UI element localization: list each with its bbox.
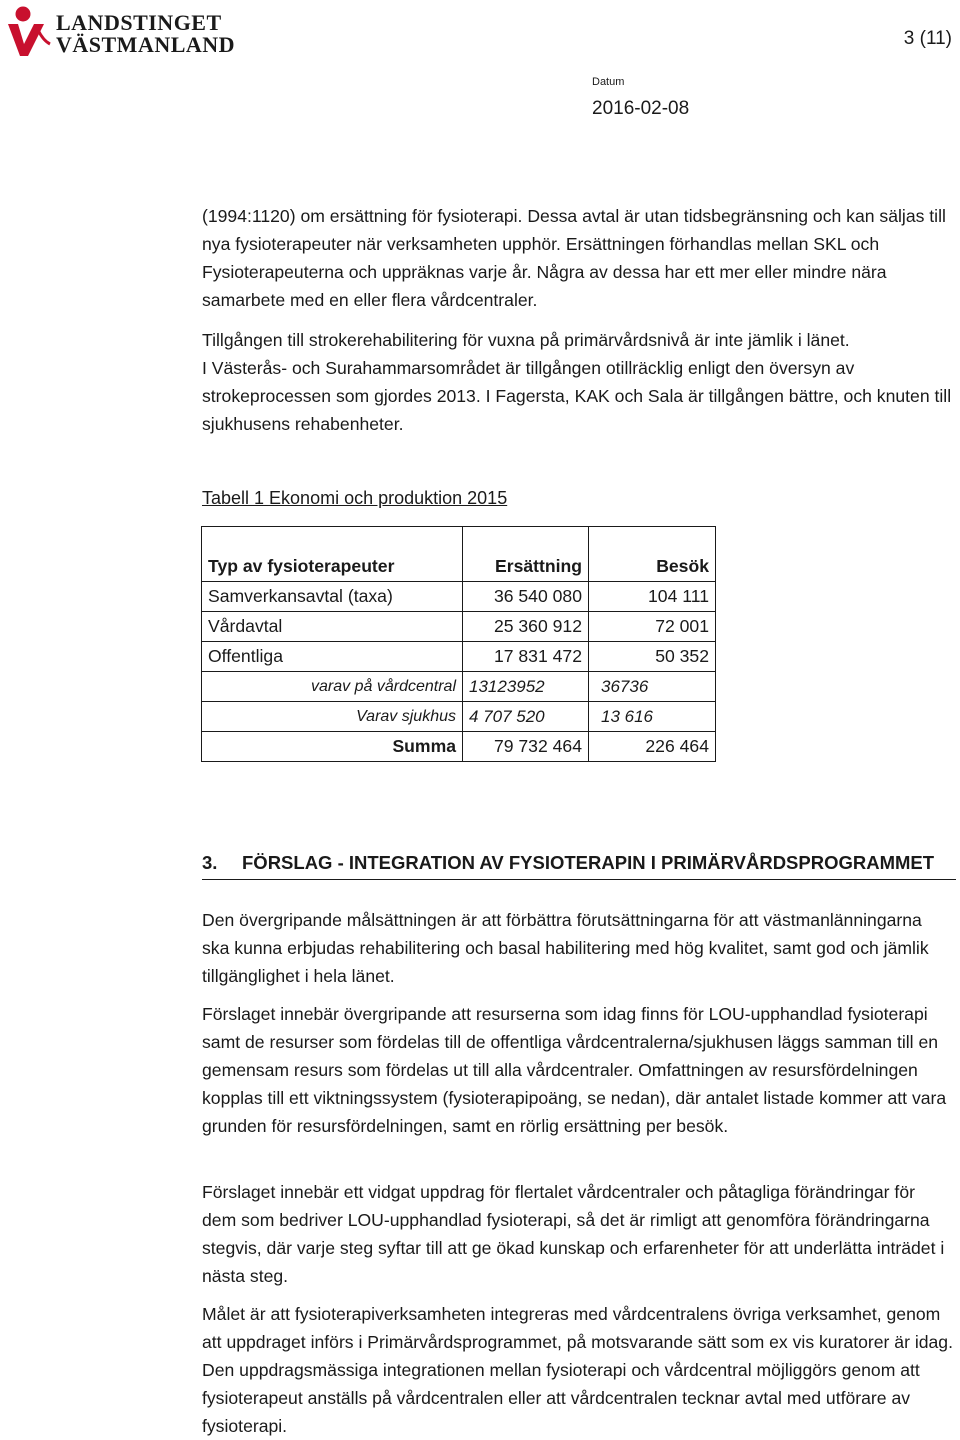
table-cell: 36 540 080: [463, 582, 589, 612]
table-cell: 13123952: [463, 672, 589, 702]
table-cell: 226 464: [589, 732, 716, 762]
logo-wordmark: LANDSTINGET VÄSTMANLAND: [56, 10, 236, 57]
table-row: [202, 672, 716, 702]
header-cell: Besök: [589, 527, 716, 582]
table-cell: 79 732 464: [463, 732, 589, 762]
page-number: 3 (11): [903, 28, 952, 49]
table-row: [202, 582, 716, 612]
table-row: [202, 642, 716, 672]
section-paragraph-2: Förslaget innebär övergripande att resurserna som idag finns för LOU-upphandlad fysioterapi samt de resurser som fördelas till de offentliga vårdcentralerna/sjukhusen läggs samman till en gemensam resurs som fördelas ut till alla vårdcentraler. Omfattningen av resursfördelningen kopplas till ett viktningssystem (fysioterapipoäng, se nedan), där antalet listade kommer att vara grunden för resursfördelningen, samt en rörlig ersättning per besök.: [202, 1004, 947, 1136]
header-cell: Typ av fysioterapeuter: [202, 527, 463, 582]
table-cell: 25 360 912: [463, 612, 589, 642]
table-header-row: [202, 527, 716, 582]
date-label: Datum: [592, 76, 625, 88]
table-cell: Samverkansavtal (taxa): [202, 582, 463, 612]
section-paragraph-1: Den övergripande målsättningen är att förbättra förutsättningarna för att västmanlänningarna ska kunna erbjudas rehabilitering och basal habilitering med hög kvalitet, samt god och jämlik tillgänglighet i hela länet.: [202, 910, 929, 986]
intro-paragraph-1: (1994:1120) om ersättning för fysioterapi. Dessa avtal är utan tidsbegränsning och kan säljas till nya fysioterapeuter när verksamheten upphör. Ersättningen förhandlas mellan SKL och Fysioterapeuterna och uppräknas varje år. Några av dessa har ett mer eller mindre nära samarbete med en eller flera vårdcentraler.: [202, 206, 946, 310]
table-cell: 4 707 520: [463, 702, 589, 732]
section-paragraph-3: Förslaget innebär ett vidgat uppdrag för flertalet vårdcentraler och påtagliga förändringar för dem som bedriver LOU-upphandlad fysioterapi, så det är rimligt att genomföra förändringarna stegvis, där varje steg syftar till att ge ökad kunskap och erfarenheter för att underlätta inträdet i nästa steg.: [202, 1182, 945, 1286]
table-row: [202, 702, 716, 732]
section-paragraph-4: Målet är att fysioterapiverksamheten integreras med vårdcentralens övriga verksamhet, genom att uppdraget införs i Primärvårdsprogrammet, på motsvarande sätt som ex vis kuratorer är idag. Den uppdragsmässiga integrationen mellan fysioterapi och vårdcentral möjliggörs genom att fysioterapeut anställs på vårdcentralen eller att vårdcentralen tecknar avtal med utförare av fysioterapi.: [202, 1304, 953, 1436]
organization-logo: [6, 4, 236, 58]
table-cell: 17 831 472: [463, 642, 589, 672]
table-cell: Varav sjukhus: [202, 702, 463, 732]
table-cell: Summa: [202, 732, 463, 762]
table-row: [202, 612, 716, 642]
table-cell: Vårdavtal: [202, 612, 463, 642]
logo-mark-icon: [6, 4, 52, 58]
table-row: [202, 732, 716, 762]
table-cell: varav på vårdcentral: [202, 672, 463, 702]
economy-production-table: [201, 526, 716, 762]
header-cell: Ersättning: [463, 527, 589, 582]
table-cell: 72 001: [589, 612, 716, 642]
table-cell: 50 352: [589, 642, 716, 672]
date-value: 2016-02-08: [592, 98, 690, 119]
intro-paragraph-2: Tillgången till strokerehabilitering för vuxna på primärvårdsnivå är inte jämlik i länet.: [202, 330, 850, 350]
table-cell: 36736: [589, 672, 716, 702]
section-title: FÖRSLAG - INTEGRATION AV FYSIOTERAPIN I PRIMÄRVÅRDSPROGRAMMET: [242, 852, 935, 873]
intro-paragraph-3: I Västerås- och Surahammarsområdet är tillgången otillräcklig enligt den översyn av strokeprocessen som gjordes 2013. I Fagersta, KAK och Sala är tillgången bättre, och knuten till sjukhusens rehabenheter.: [202, 358, 952, 434]
table-title: Tabell 1 Ekonomi och produktion 2015: [202, 488, 508, 508]
section-number: 3.: [202, 852, 218, 873]
table-cell: Offentliga: [202, 642, 463, 672]
table-cell: 13 616: [589, 702, 716, 732]
section-divider: [202, 879, 956, 880]
table-cell: 104 111: [589, 582, 716, 612]
